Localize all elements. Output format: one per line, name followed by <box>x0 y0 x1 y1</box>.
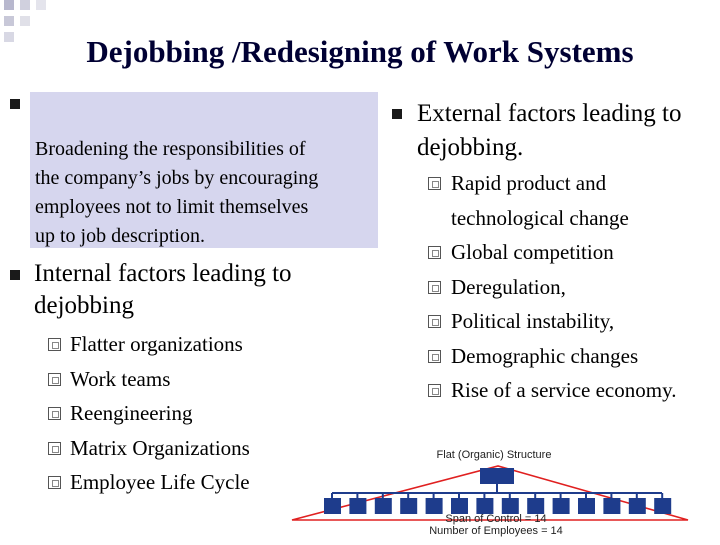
checkbox-square-icon <box>48 442 61 455</box>
checkbox-square-icon <box>48 373 61 386</box>
external-factor-item: Rise of a service economy. <box>451 378 677 402</box>
employee-box <box>324 498 341 514</box>
external-factor-item: Deregulation, <box>451 274 566 299</box>
employee-box <box>629 498 646 514</box>
definition-line: employees not to limit themselves <box>35 196 309 218</box>
org-chart-svg <box>288 436 720 540</box>
employee-box <box>476 498 493 514</box>
external-heading-line: External factors leading to <box>417 100 682 127</box>
definition-line: up to job description. <box>35 225 205 247</box>
checkbox-square-icon <box>48 476 61 489</box>
internal-heading-line: Internal factors leading to <box>34 260 292 287</box>
employee-box <box>654 498 671 514</box>
external-factor-item: Global competition <box>451 240 614 264</box>
checkbox-square-icon <box>428 281 441 294</box>
bullet-square-icon <box>10 270 20 280</box>
external-factor-item: Political instability, <box>451 309 615 333</box>
checkbox-square-icon <box>428 315 441 328</box>
definition-line: Broadening the responsibilities of <box>35 138 306 160</box>
employee-box <box>502 498 519 514</box>
internal-factor-item: Work teams <box>70 366 171 391</box>
checkbox-square-icon <box>48 407 61 420</box>
checkbox-square-icon <box>428 384 441 397</box>
internal-heading-line: dejobbing <box>34 292 134 319</box>
number-of-employees-label: Number of Employees = 14 <box>429 525 563 537</box>
bullet-square-icon <box>10 99 20 109</box>
checkbox-square-icon <box>48 338 61 351</box>
employee-box <box>603 498 620 514</box>
internal-factor-item: Flatter organizations <box>70 332 243 356</box>
internal-factor-item: Matrix Organizations <box>70 435 250 460</box>
employee-box <box>527 498 544 514</box>
employee-box <box>400 498 417 514</box>
manager-box <box>480 468 514 484</box>
external-heading-line: dejobbing. <box>417 134 524 161</box>
employee-box <box>426 498 443 514</box>
flat-structure-diagram <box>288 436 720 540</box>
external-factor-item: technological change <box>451 205 629 230</box>
employee-box <box>578 498 595 514</box>
checkbox-square-icon <box>428 350 441 363</box>
span-of-control-label: Span of Control = 14 <box>445 513 547 525</box>
employee-box <box>553 498 570 514</box>
external-factor-item: Demographic changes <box>451 343 639 368</box>
slide-title: Dejobbing /Redesigning of Work Systems <box>86 34 634 69</box>
employee-box <box>451 498 468 514</box>
checkbox-square-icon <box>428 246 441 259</box>
external-factor-item: Rapid product and <box>451 171 607 195</box>
employee-box <box>375 498 392 514</box>
bullet-square-icon <box>392 109 402 119</box>
internal-factor-item: Reengineering <box>70 401 193 425</box>
internal-factor-item: Employee Life Cycle <box>70 470 250 494</box>
definition-line: the company’s jobs by encouraging <box>35 167 319 189</box>
employee-box <box>349 498 366 514</box>
checkbox-square-icon <box>428 177 441 190</box>
diagram-title: Flat (Organic) Structure <box>436 449 552 461</box>
